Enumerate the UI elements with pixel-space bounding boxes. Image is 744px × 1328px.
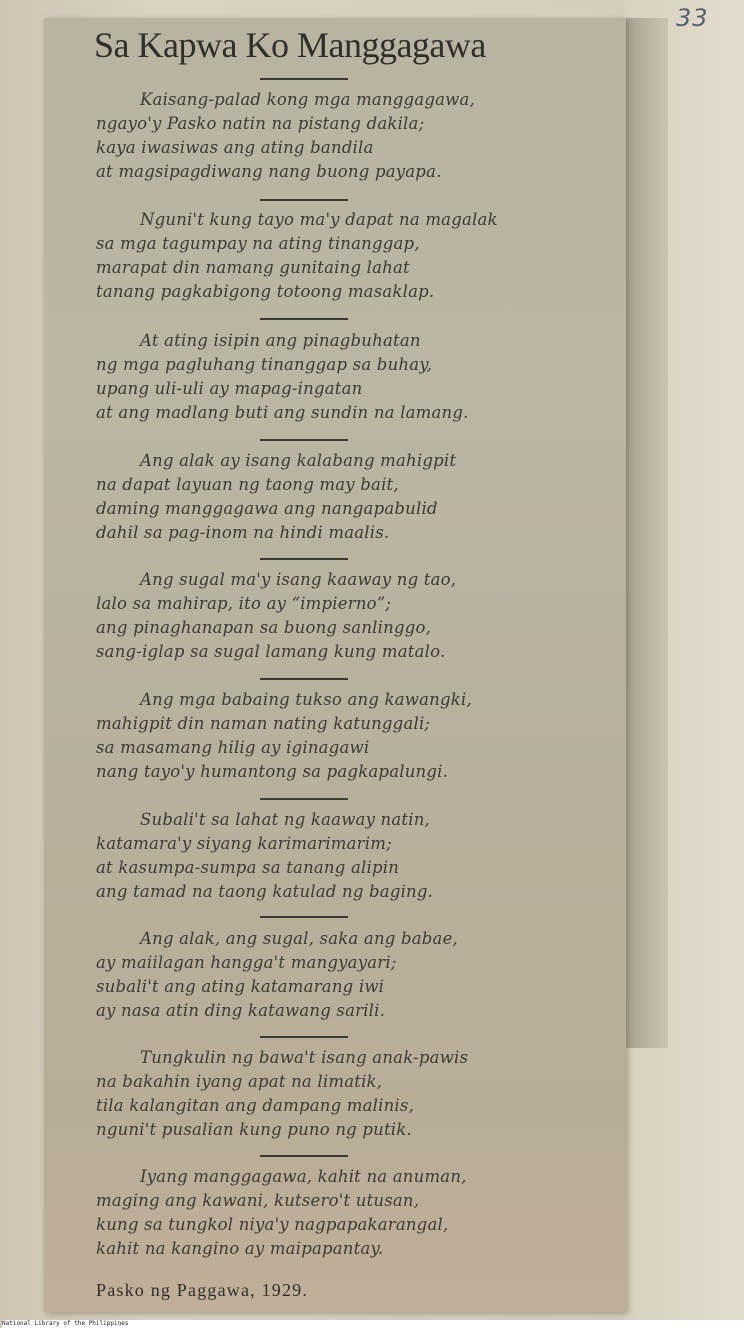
poem-line: ay nasa atin ding katawang sarili.: [96, 1001, 386, 1020]
stanza-divider: [260, 678, 348, 680]
stanza-8: [96, 927, 616, 1023]
stanza-divider: [260, 1036, 348, 1038]
stanza-divider: [260, 318, 348, 320]
poem-line: ay maiilagan hangga't mangyayari;: [96, 953, 397, 972]
stanza-9: [96, 1046, 616, 1142]
stanza-divider: [260, 558, 348, 560]
poem-line: daming manggagawa ang nangapabulid: [96, 499, 438, 518]
poem-line: Subali't sa lahat ng kaaway natin,: [140, 810, 430, 829]
poem-line: dahil sa pag-inom na hindi maalis.: [96, 523, 390, 542]
poem-line: sang-iglap sa sugal lamang kung matalo.: [96, 642, 446, 661]
poem-line: tanang pagkabigong totoong masaklap.: [96, 282, 435, 301]
poem-line: kahit na kangino ay maipapantay.: [96, 1239, 384, 1258]
poem-line: Nguni't kung tayo ma'y dapat na magalak: [140, 210, 498, 229]
poem-line: kaya iwasiwas ang ating bandila: [96, 138, 374, 157]
poem-line: Ang alak, ang sugal, saka ang babae,: [140, 929, 458, 948]
poem-line: mahigpit din naman nating katunggali;: [96, 714, 431, 733]
stanza-7: [96, 808, 616, 904]
poem-line: kung sa tungkol niya'y nagpapakarangal,: [96, 1215, 449, 1234]
stanza-divider: [260, 78, 348, 80]
stanza-1: [96, 88, 616, 184]
poem-line: na dapat layuan ng taong may bait,: [96, 475, 399, 494]
stanza-divider: [260, 798, 348, 800]
stanza-4: [96, 449, 616, 545]
poem-title: Sa Kapwa Ko Manggagawa: [94, 25, 486, 65]
stanza-10: [96, 1165, 616, 1261]
poem-line: upang uli-uli ay mapag-ingatan: [96, 379, 363, 398]
poem-line: at ang madlang buti ang sundin na lamang.: [96, 403, 469, 422]
footer-credit: National Library of the Philippines: [2, 1320, 129, 1327]
poem-line: ang pinaghanapan sa buong sanlinggo,: [96, 618, 432, 637]
poem-line: Ang alak ay isang kalabang mahigpit: [140, 451, 457, 470]
poem-line: at magsipagdiwang nang buong payapa.: [96, 162, 442, 181]
poem-line: nguni't pusalian kung puno ng putik.: [96, 1120, 412, 1139]
poem-line: nang tayo'y humantong sa pagkapalungi.: [96, 762, 449, 781]
poem-line: Tungkulin ng bawa't isang anak-pawis: [140, 1048, 469, 1067]
stanza-5: [96, 568, 616, 664]
poem-line: ng mga pagluhang tinanggap sa buhay,: [96, 355, 433, 374]
stanza-6: [96, 688, 616, 784]
poem-line: katamara'y siyang karimarimarim;: [96, 834, 392, 853]
poem-line: tila kalangitan ang dampang malinis,: [96, 1096, 415, 1115]
poem-line: ang tamad na taong katulad ng baging.: [96, 882, 434, 901]
poem-line: at kasumpa-sumpa sa tanang alipin: [96, 858, 400, 877]
poem-line: marapat din namang gunitaing lahat: [96, 258, 410, 277]
poem-line: Ang mga babaing tukso ang kawangki,: [140, 690, 472, 709]
stanza-divider: [260, 916, 348, 918]
stanza-divider: [260, 439, 348, 441]
page-number: 33: [676, 4, 709, 32]
poem-line: Ang sugal ma'y isang kaaway ng tao,: [140, 570, 457, 589]
clipping-shadow: [626, 18, 668, 1048]
poem-line: sa masamang hilig ay iginagawi: [96, 738, 370, 757]
stanza-divider: [260, 199, 348, 201]
poem-line: Kaisang-palad kong mga manggagawa,: [140, 90, 475, 109]
poem-line: At ating isipin ang pinagbuhatan: [140, 331, 421, 350]
stanza-2: [96, 208, 616, 304]
poem-line: subali't ang ating katamarang iwi: [96, 977, 385, 996]
poem-line: maging ang kawani, kutsero't utusan,: [96, 1191, 420, 1210]
poem-line: Iyang manggagawa, kahit na anuman,: [140, 1167, 467, 1186]
poem-line: na bakahin iyang apat na limatik,: [96, 1072, 383, 1091]
poem-line: ngayo'y Pasko natin na pistang dakila;: [96, 114, 425, 133]
poem-line: sa mga tagumpay na ating tinanggap,: [96, 234, 420, 253]
poem-line: lalo sa mahirap, ito ay “impierno”;: [96, 594, 392, 613]
stanza-3: [96, 329, 616, 425]
poem-signature: Pasko ng Paggawa, 1929.: [96, 1280, 309, 1300]
stanza-divider: [260, 1155, 348, 1157]
